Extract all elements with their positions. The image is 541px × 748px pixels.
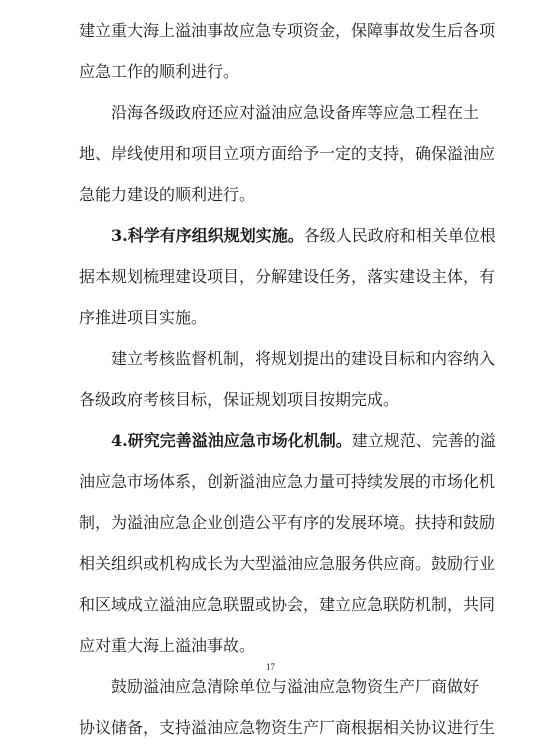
text-line: 建立考核监督机制，将规划提出的建设目标和内容纳入 bbox=[111, 349, 496, 368]
text-line: 协议储备，支持溢油应急物资生产厂商根据相关协议进行生 bbox=[79, 718, 496, 737]
heading-rest-text: 各级人民政府和相关单位根 bbox=[303, 226, 496, 245]
section-heading-line bbox=[79, 420, 496, 461]
text-line: 地、岸线使用和项目立项方面给予一定的支持，确保溢油应 bbox=[79, 144, 496, 163]
section-heading-line bbox=[79, 215, 496, 256]
text-line: 油应急市场体系，创新溢油应急力量可持续发展的市场化机 bbox=[79, 472, 496, 491]
text-line: 沿海各级政府还应对溢油应急设备库等应急工程在土 bbox=[111, 103, 480, 122]
section-heading: 3.科学有序组织规划实施。 bbox=[111, 226, 304, 245]
page-number: 17 bbox=[266, 662, 275, 672]
heading-rest-text: 建立规范、完善的溢 bbox=[351, 431, 496, 450]
text-line: 各级政府考核目标，保证规划项目按期完成。 bbox=[79, 390, 400, 409]
text-line: 和区域成立溢油应急联盟或协会，建立应急联防机制，共同 bbox=[79, 595, 496, 614]
text-line: 建立重大海上溢油事故应急专项资金，保障事故发生后各项 bbox=[79, 21, 496, 40]
text-line: 急能力建设的顺利进行。 bbox=[79, 185, 256, 204]
text-line: 序推进项目实施。 bbox=[79, 308, 208, 327]
document-body bbox=[79, 10, 496, 748]
text-line: 据本规划梳理建设项目，分解建设任务，落实建设主体，有 bbox=[79, 267, 496, 286]
text-line: 制，为溢油应急企业创造公平有序的发展环境。扶持和鼓励 bbox=[79, 513, 496, 532]
section-heading: 4.研究完善溢油应急市场化机制。 bbox=[111, 431, 352, 450]
text-line: 应对重大海上溢油事故。 bbox=[79, 636, 256, 655]
text-line: 鼓励溢油应急清除单位与溢油应急物资生产厂商做好 bbox=[111, 677, 480, 696]
text-line: 应急工作的顺利进行。 bbox=[79, 62, 240, 81]
text-line: 相关组织或机构成长为大型溢油应急服务供应商。鼓励行业 bbox=[79, 554, 496, 573]
